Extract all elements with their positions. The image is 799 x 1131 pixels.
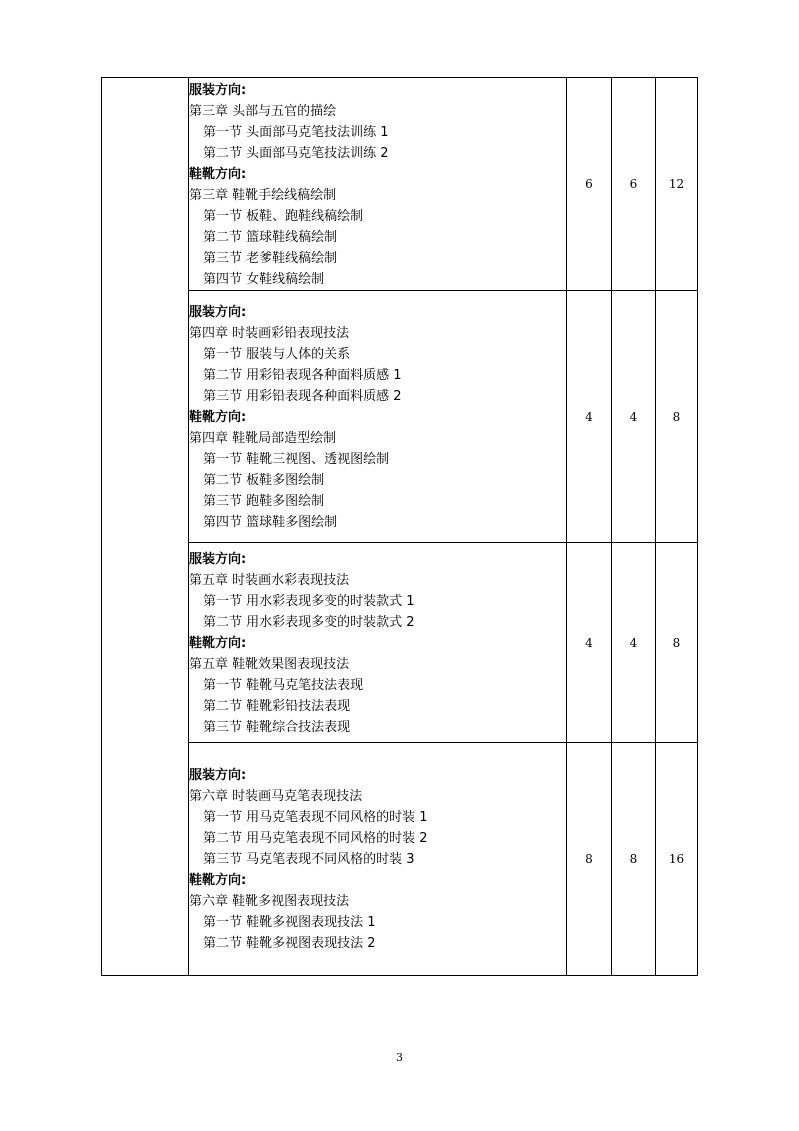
content-cell bbox=[189, 291, 567, 543]
hours-cell-1: 6 bbox=[567, 78, 612, 291]
section-item: 第一节 鞋靴三视图、透视图绘制 bbox=[203, 451, 390, 467]
section-item: 第三节 老爹鞋线稿绘制 bbox=[203, 250, 338, 266]
table-body bbox=[102, 78, 698, 976]
section-item: 第一节 鞋靴马克笔技法表现 bbox=[203, 677, 364, 693]
section-item: 第一节 鞋靴多视图表现技法 1 bbox=[203, 915, 376, 930]
section-item: 第一节 服装与人体的关系 bbox=[203, 346, 351, 362]
hours-cell-1: 4 bbox=[567, 291, 612, 543]
chapter-title: 第六章 鞋靴多视图表现技法 bbox=[189, 894, 350, 909]
direction-heading: 鞋靴方向: bbox=[189, 635, 247, 651]
hours-cell-1: 4 bbox=[567, 543, 612, 743]
chapter-title: 第五章 鞋靴效果图表现技法 bbox=[189, 656, 350, 672]
chapter-title: 第六章 时装画马克笔表现技法 bbox=[189, 789, 363, 804]
hours-cell-2: 4 bbox=[612, 291, 656, 543]
section-item: 第二节 鞋靴彩铅技法表现 bbox=[203, 698, 351, 714]
section-item: 第二节 用水彩表现多变的时装款式 2 bbox=[203, 614, 415, 630]
section-item: 第四节 女鞋线稿绘制 bbox=[203, 271, 325, 287]
section-item: 第三节 鞋靴综合技法表现 bbox=[203, 719, 351, 735]
hours-cell-2: 8 bbox=[612, 743, 656, 976]
content-cell bbox=[189, 78, 567, 291]
hours-total-cell: 8 bbox=[656, 543, 698, 743]
section-item: 第一节 头面部马克笔技法训练 1 bbox=[203, 124, 389, 140]
section-item: 第三节 跑鞋多图绘制 bbox=[203, 493, 325, 509]
chapter-title: 第四章 时装画彩铅表现技法 bbox=[189, 325, 350, 341]
hours-total-cell: 16 bbox=[656, 743, 698, 976]
section-item: 第四节 篮球鞋多图绘制 bbox=[203, 514, 338, 530]
chapter-title: 第五章 时装画水彩表现技法 bbox=[189, 572, 350, 588]
hours-total-cell: 8 bbox=[656, 291, 698, 543]
hours-cell-1: 8 bbox=[567, 743, 612, 976]
table-row bbox=[102, 743, 698, 976]
direction-heading: 服装方向: bbox=[189, 82, 247, 98]
content-cell bbox=[189, 543, 567, 743]
blank-cell bbox=[102, 78, 189, 976]
section-item: 第二节 板鞋多图绘制 bbox=[203, 472, 325, 488]
direction-heading: 服装方向: bbox=[189, 551, 247, 567]
direction-heading: 服装方向: bbox=[189, 304, 247, 320]
section-item: 第三节 用彩铅表现各种面料质感 2 bbox=[203, 388, 402, 404]
section-item: 第二节 篮球鞋线稿绘制 bbox=[203, 229, 338, 245]
hours-cell-2: 6 bbox=[612, 78, 656, 291]
direction-heading: 鞋靴方向: bbox=[189, 166, 247, 182]
chapter-title: 第四章 鞋靴局部造型绘制 bbox=[189, 430, 337, 446]
chapter-title: 第三章 头部与五官的描绘 bbox=[189, 103, 337, 119]
table-row bbox=[102, 291, 698, 543]
hours-total-cell: 12 bbox=[656, 78, 698, 291]
section-item: 第三节 马克笔表现不同风格的时装 3 bbox=[203, 852, 415, 867]
section-item: 第一节 板鞋、跑鞋线稿绘制 bbox=[203, 208, 364, 224]
direction-heading: 鞋靴方向: bbox=[189, 873, 247, 888]
section-item: 第二节 用彩铅表现各种面料质感 1 bbox=[203, 367, 402, 383]
section-item: 第一节 用马克笔表现不同风格的时装 1 bbox=[203, 810, 428, 825]
section-item: 第二节 头面部马克笔技法训练 2 bbox=[203, 145, 389, 161]
course-schedule-table bbox=[101, 77, 698, 976]
section-item: 第二节 用马克笔表现不同风格的时装 2 bbox=[203, 831, 428, 846]
section-item: 第二节 鞋靴多视图表现技法 2 bbox=[203, 936, 376, 951]
section-item: 第一节 用水彩表现多变的时装款式 1 bbox=[203, 593, 415, 609]
hours-cell-2: 4 bbox=[612, 543, 656, 743]
table-row bbox=[102, 543, 698, 743]
page-number: 3 bbox=[396, 1051, 403, 1064]
table-row bbox=[102, 78, 698, 291]
chapter-title: 第三章 鞋靴手绘线稿绘制 bbox=[189, 187, 337, 203]
direction-heading: 鞋靴方向: bbox=[189, 409, 247, 425]
content-cell bbox=[189, 743, 567, 976]
direction-heading: 服装方向: bbox=[189, 768, 247, 783]
